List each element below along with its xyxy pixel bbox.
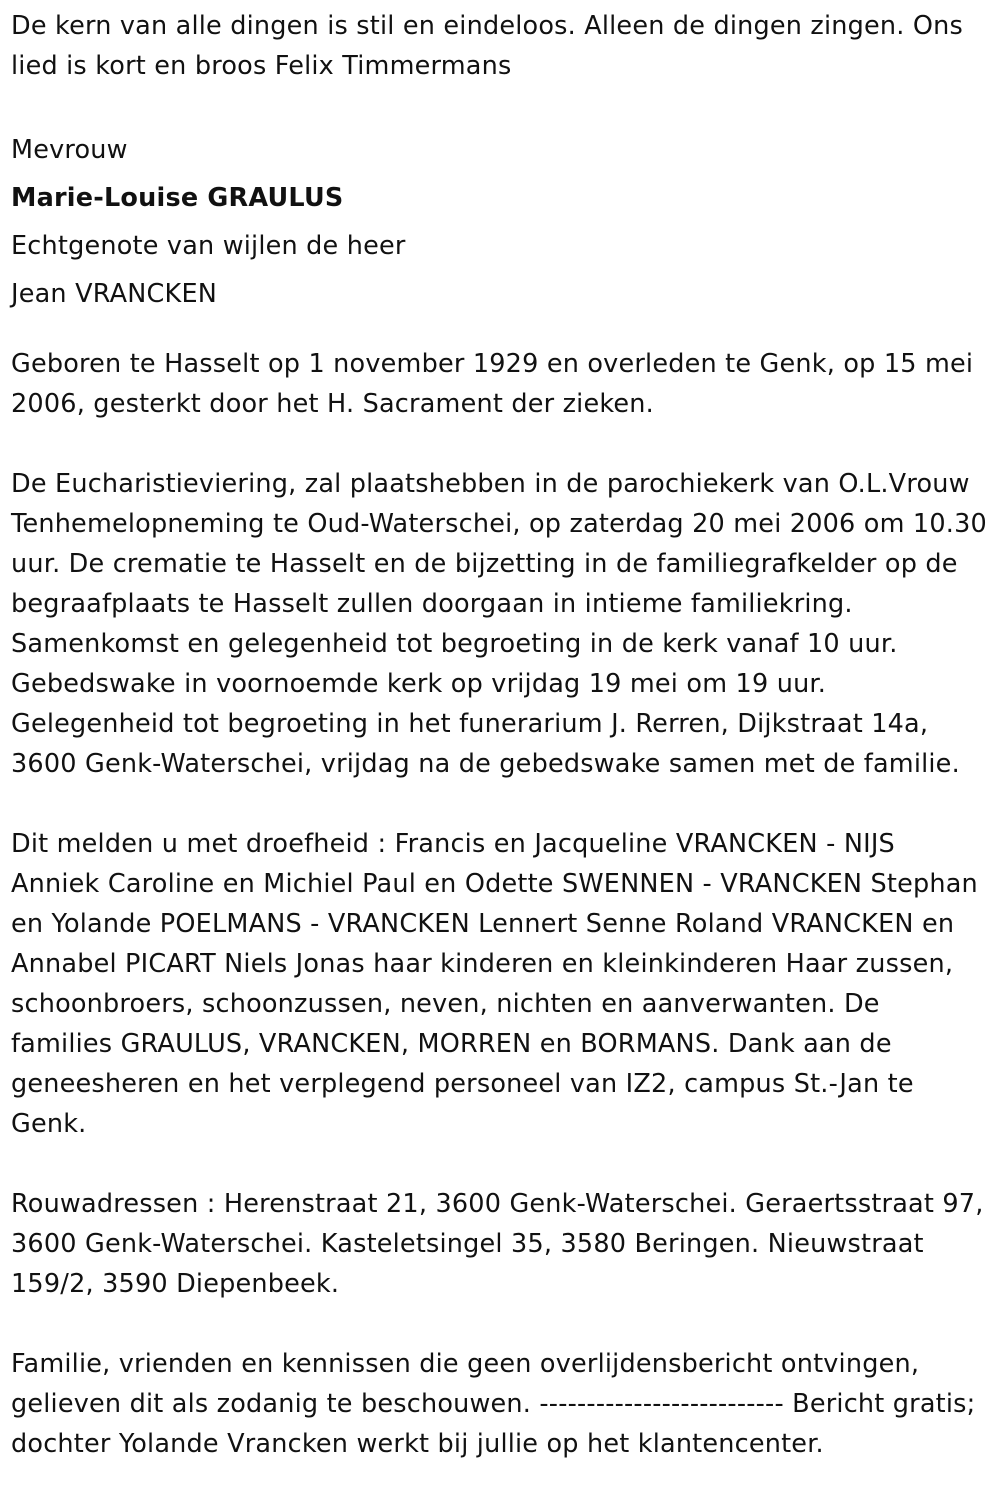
spacer <box>11 424 989 464</box>
spouse-name: Jean VRANCKEN <box>11 279 218 309</box>
spacer <box>11 318 989 344</box>
spacer <box>11 784 989 824</box>
birth-death-paragraph: Geboren te Hasselt op 1 november 1929 en overleden te Genk, op 15 mei 2006, gesterkt door het H. Sacrament der zieken. <box>11 349 974 419</box>
spacer <box>11 1144 989 1184</box>
addresses-paragraph: Rouwadressen : Herenstraat 21, 3600 Genk-Waterschei. Geraertsstraat 97, 3600 Genk-Waterschei. Kasteletsingel 35, 3580 Beringen. Nieuwstraat 159/2, 3590 Diepenbeek. <box>11 1189 984 1299</box>
announcement-paragraph: Dit melden u met droefheid : Francis en Jacqueline VRANCKEN - NIJS Anniek Caroline en Michiel Paul en Odette SWENNEN - VRANCKEN Stephan en Yolande POELMANS - VRANCKEN Lennert Senne Roland VRANCKEN en Annabel PICART Niels Jonas haar kinderen en kleinkinderen Haar zussen, schoonbroers, schoonzussen, neven, nichten en aanverwanten. De families GRAULUS, VRANCKEN, MORREN en BORMANS. Dank aan de geneesheren en het verplegend personeel van IZ2, campus St.-Jan te Genk. <box>11 829 978 1139</box>
closing-paragraph: Familie, vrienden en kennissen die geen overlijdensbericht ontvingen, gelieven dit als zodanig te beschouwen. -------------------------- Bericht gratis; dochter Yolande Vrancken werkt bij jullie op het klantencenter. <box>11 1349 976 1459</box>
relation-text: Echtgenote van wijlen de heer <box>11 231 406 261</box>
salutation: Mevrouw <box>11 135 128 165</box>
opening-quote: De kern van alle dingen is stil en eindeloos. Alleen de dingen zingen. Ons lied is kort en broos Felix Timmermans <box>11 11 964 81</box>
ceremony-paragraph: De Eucharistieviering, zal plaatshebben in de parochiekerk van O.L.Vrouw Tenhemelopneming te Oud-Waterschei, op zaterdag 20 mei 2006 om 10.30 uur. De crematie te Hasselt en de bijzetting in de familiegrafkelder op de begraafplaats te Hasselt zullen doorgaan in intieme familiekring. Samenkomst en gelegenheid tot begroeting in de kerk vanaf 10 uur. Gebedswake in voornoemde kerk op vrijdag 19 mei om 19 uur. Gelegenheid tot begroeting in het funerarium J. Rerren, Dijkstraat 14a, 3600 Genk-Waterschei, vrijdag na de gebedswake samen met de familie. <box>11 469 987 779</box>
spacer <box>11 86 989 126</box>
deceased-name: Marie-Louise GRAULUS <box>11 183 344 213</box>
spacer <box>11 1304 989 1344</box>
